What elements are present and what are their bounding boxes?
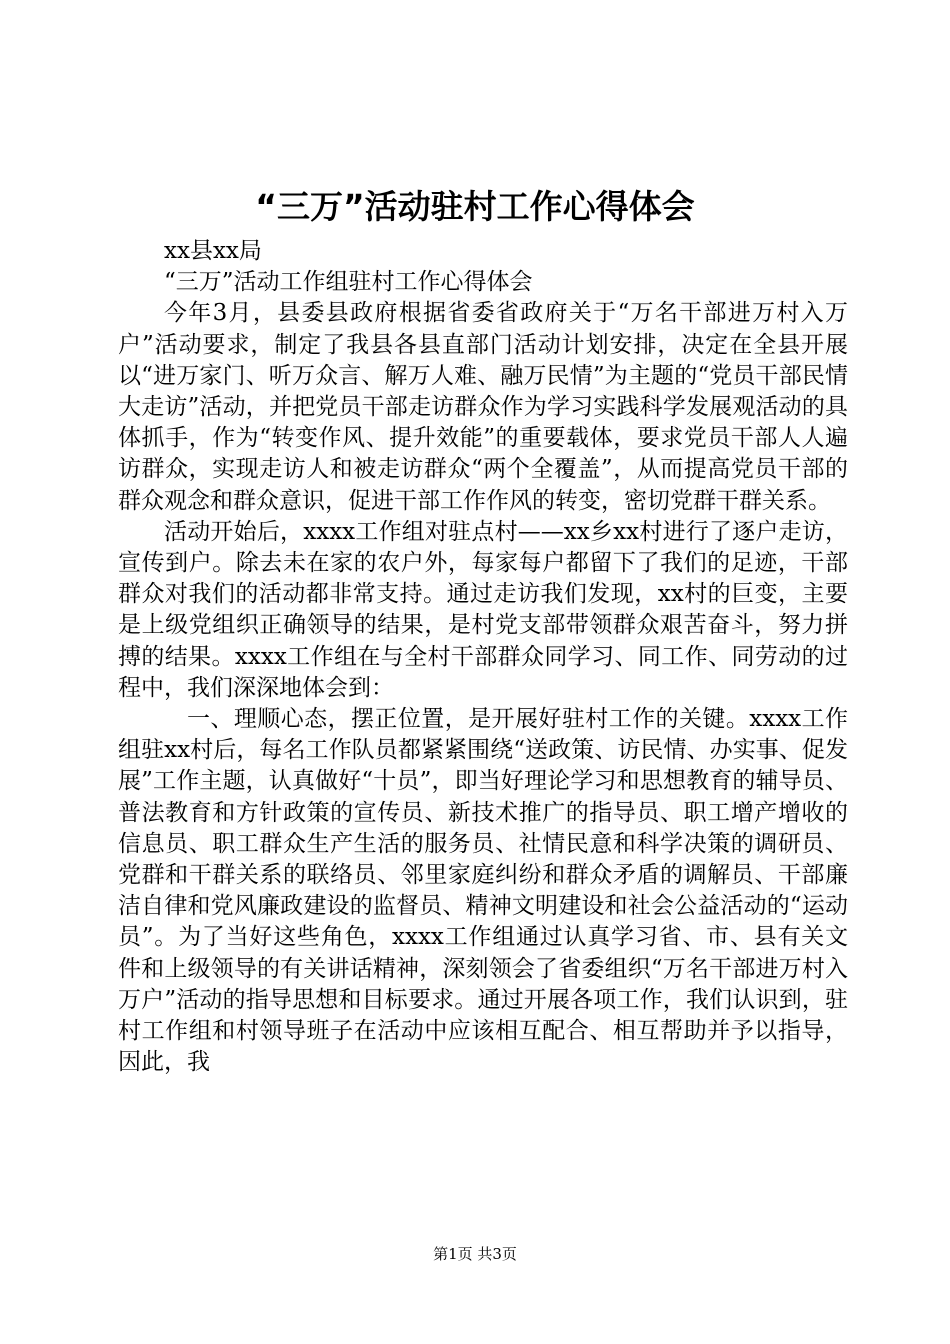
author-line: xx县xx局	[164, 238, 262, 264]
body-paragraph: 一、理顺心态，摆正位置，是开展好驻村工作的关键。xxxx工作组驻xx村后，每名工作队员都紧紧围绕“送政策、访民情、办实事、促发展”工作主题，认真做好“十员”，即当好理论学习和思想教育的辅导员、普法教育和方针政策的宣传员、新技术推广的指导员、职工增产增收的信息员、职工群众生产生活的服务员、社情民意和科学决策的调研员、党群和干群关系的联络员、邻里家庭纠纷和群众矛盾的调解员、干部廉洁自律和党风廉政建设的监督员、精神文明建设和社会公益活动的“运动员”。为了当好这些角色，xxxx工作组通过认真学习省、市、县有关文件和上级领导的有关讲话精神，深刻领会了省委组织“万名干部进万村入万户”活动的指导思想和目标要求。通过开展各项工作，我们认识到，驻村工作组和村领导班子在活动中应该相互配合、相互帮助并予以指导，因此，我	[118, 706, 848, 1076]
document-body	[118, 236, 848, 1078]
body-paragraph: 活动开始后，xxxx工作组对驻点村——xx乡xx村进行了逐户走访，宣传到户。除去未在家的农户外，每家每户都留下了我们的足迹，干部群众对我们的活动都非常支持。通过走访我们发现，xx村的巨变，主要是上级党组织正确领导的结果，是村党支部带领群众艰苦奋斗，努力拼搏的结果。xxxx工作组在与全村干部群众同学习、同工作、同劳动的过程中，我们深深地体会到：	[118, 518, 848, 701]
document-title: “三万”活动驻村工作心得体会	[255, 187, 695, 226]
subtitle-line: “三万”活动工作组驻村工作心得体会	[164, 269, 533, 296]
body-paragraph: 今年3月，县委县政府根据省委省政府关于“万名干部进万村入万户”活动要求，制定了我县各县直部门活动计划安排，决定在全县开展以“进万家门、听万众言、解万人难、融万民情”为主题的“党员干部民情大走访”活动，并把党员干部走访群众作为学习实践科学发展观活动的具体抓手，作为“转变作风、提升效能”的重要载体，要求党员干部人人遍访群众，实现走访人和被走访群众“两个全覆盖”，从而提高党员干部的群众观念和群众意识，促进干部工作作风的转变，密切党群干群关系。	[118, 300, 848, 514]
page-number-footer: 第1页 共3页	[433, 1245, 517, 1263]
